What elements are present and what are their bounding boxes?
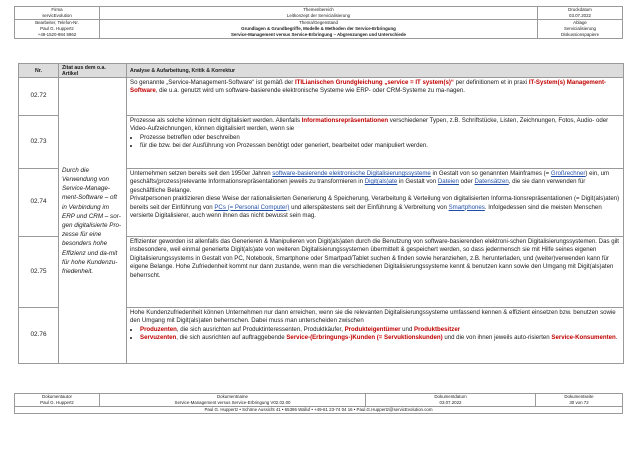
- document-footer: [14, 393, 623, 414]
- address-line: Paul G. Huppertz • Schöne Aussicht 41 • 65396 Walluf • +49-61 23-74 04 16 • Paul.G.Huppertz@servicEvolution.com: [15, 407, 623, 414]
- list-item: • Servuzenten, die sich ausrichten auf auftraggebende Service-(Erbringungs-)Kunden (= Servuktionskunden) und die von ihnen jeweils auto-risierten Service-Konsumenten.: [140, 334, 620, 342]
- link[interactable]: Datensätzen: [474, 178, 509, 186]
- article-quote: Durch die Verwendung von Service-Manage-ment-Software – oft in Verbindung im ERP und CRM – sor-gen digitalisierte Pro-zesse für eine besonders hohe Effizienz und da-mit für hohe Kundenzu-friedenheit.: [59, 78, 127, 364]
- analysis-cell: Prozesse als solche können nicht digitalisiert werden. Allenfalls Informationsrepräsentationen verschiedener Typen, z.B. Schriftstücke, Listen, Zeichnungen, Fotos, Audio- oder Video-Aufzeichnungen, können digitalisiert werden, wenn sie • Prozesse betreffen oder beschreiben • für die bzw. bei der Ausführung von Prozessen benötigt oder generiert, bearbeitet oder manipuliert werden.: [127, 116, 624, 169]
- company-cell: Firma servicEvolution: [15, 7, 100, 20]
- bullet-list: [130, 134, 620, 151]
- author-cell: Dokumentautor Paul G. Huppertz: [15, 394, 100, 407]
- filing-cell: Ablage Servicialisierung Diskussionspapiere: [538, 20, 623, 39]
- link[interactable]: Digit(als)ate: [364, 178, 398, 186]
- link[interactable]: Dateien: [437, 178, 459, 186]
- link[interactable]: Smartphones: [448, 203, 485, 211]
- link[interactable]: Großrechner: [550, 170, 586, 177]
- page-cell: Dokumentseite 30 von 72: [536, 394, 623, 407]
- document-header: [14, 6, 623, 39]
- docdate-cell: Dokumentdatum 03.07.2022: [366, 394, 536, 407]
- row-number: 02.76: [19, 308, 59, 364]
- list-item: • für die bzw. bei der Ausführung von Prozessen benötigt oder generiert, bearbeitet oder manipuliert werden.: [140, 142, 620, 150]
- analysis-cell: Effizienter geworden ist allenfalls das Generieren & Manipulieren von Digit(als)aten durch die Benutzung von software-basierenden elektroni-schen Digitalisierungssystemen. Das gilt insbesondere, weil einmal generierte Digit(als)ate von weiteren Digitalisierungssystemen übermittelt & gespeichert werden, so dass jedermensch sie mit Hilfe seines eigenen Digitalisierungssystems in Gestalt von PC, Notebook, Smartphone oder Smartpad/Tablet suchen & finden sowie heranziehen, z.B. herunterladen, und (weiter)verwenden kann für eigene Belange. Hohe Zufriedenheit kommt nur dann zustande, wenn man die verschiedenen Digitalisierungssysteme kennt & benutzen kann sowie den Umgang mit Digit(als)aten beherrscht.: [127, 237, 624, 308]
- column-header-analysis: Analyse & Aufarbeitung, Kritik & Korrektur: [127, 64, 624, 78]
- docname-cell: Dokumentname Service-Management versus Service-Erbringung V02.02.00: [100, 394, 366, 407]
- column-header-quote: Zitat aus dem o.a. Artikel: [59, 64, 127, 78]
- bullet-list: [130, 326, 620, 343]
- subject-cell: Thema/Gegenstand Grundlagen & Grundbegriffe, Modelle & Methoden der Service-Erbringung Service-Management versus Service-Erbringung – Abgrenzungen und Unterschiede: [100, 20, 538, 39]
- row-number: 02.74: [19, 169, 59, 237]
- list-item: • Produzenten, die sich ausrichten auf Produktinteressenten, Produktkäufer, Produkteigentümer und Produktbesitzer: [140, 326, 620, 334]
- table-header-row: [19, 64, 624, 78]
- link[interactable]: PCs (= Personal Computer): [214, 203, 290, 211]
- analysis-cell: Unternehmen setzen bereits seit den 1950er Jahren software-basierende elektronische Digitalisierungssysteme in Gestalt von so genannten Mainframes (= Großrechner) ein, um geschäfts(prozess)relevante Informationsrepräsentationen jeweils zu transformieren in Digit(als)ate in Gestalt von Dateien oder Datensätzen, die sie dann verwenden für geschäftliche Belange. Privatpersonen praktizieren diese Weise der rationalisierten Generierung & Speicherung, Verarbeitung & Verteilung von digitalisierten Informa-tionsrepräsentationen (= Digit(als)aten) bereits seit der Einführung von PCs (= Personal Computer) und allerspätestens seit der Einführung & Verbreitung von Smartphones. Infolgedessen sind die meisten Menschen versierte Digitalisierer, auch wenn ihnen das nicht bewusst sein mag.: [127, 169, 624, 237]
- row-number: 02.73: [19, 116, 59, 169]
- table-row: [19, 78, 624, 116]
- link[interactable]: software-basierende elektronische Digitalisierungssysteme: [272, 170, 431, 177]
- print-date-cell: Druckdatum 03.07.2022: [538, 7, 623, 20]
- row-number: 02.72: [19, 78, 59, 116]
- list-item: • Prozesse betreffen oder beschreiben: [140, 134, 620, 142]
- column-header-nr: Nr.: [19, 64, 59, 78]
- row-number: 02.75: [19, 237, 59, 308]
- analysis-cell: So genannte „Service-Management-Software“ ist gemäß der ITILianischen Grundgleichung „service = IT system(s)“ per definitionem et in praxi IT-System(s) Management-Software, die u.a. genutzt wird um software-basierende elektronische Systeme wie ERP- oder CRM-Systeme zu ma-nagen.: [127, 78, 624, 116]
- editor-cell: Bearbeiter, Telefon-Nr. Paul G. Huppertz +49-1520-984 5962: [15, 20, 100, 39]
- topic-cell: Themenbereich Leitkonzept der Servicialisierung: [100, 7, 538, 20]
- analysis-cell: Hohe Kundenzufriedenheit können Unternehmen nur dann erreichen, wenn sie die relevanten Digitalisierungssysteme umfassend kennen & effizient einsetzen bzw. benutzen sowie den Umgang mit Digit(als)aten beherrschen. Dabei muss man unterscheiden zwischen • Produzenten, die sich ausrichten auf Produktinteressenten, Produktkäufer, Produkteigentümer und Produktbesitzer • Servuzenten, die sich ausrichten auf auftraggebende Service-(Erbringungs-)Kunden (= Servuktionskunden) und die von ihnen jeweils auto-risierten Service-Konsumenten.: [127, 308, 624, 364]
- analysis-table: [18, 63, 624, 364]
